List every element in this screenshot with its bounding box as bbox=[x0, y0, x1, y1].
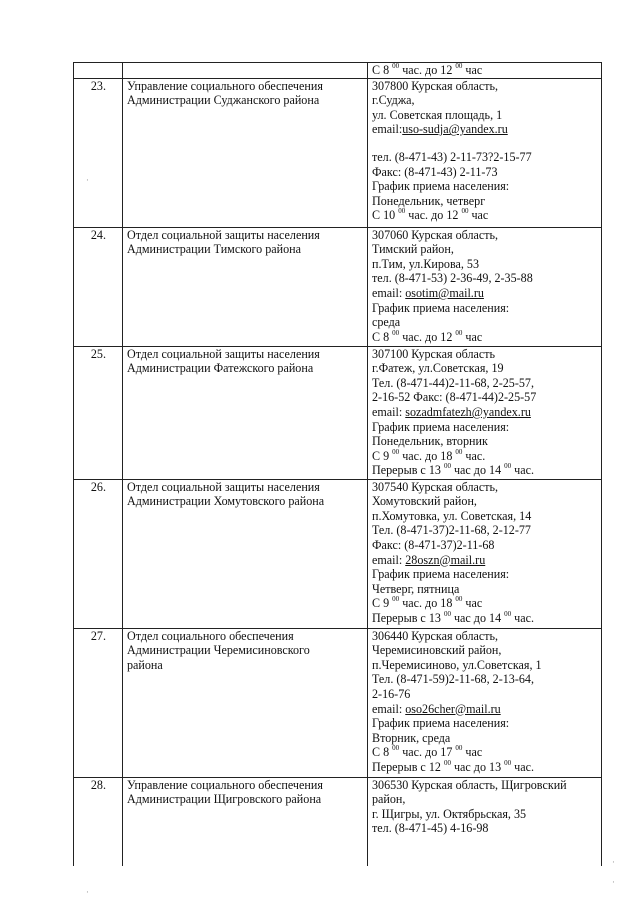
phone-line: 2-16-52 Факс: (8-471-44)2-25-57 bbox=[372, 390, 537, 405]
schedule-days: Понедельник, вторник bbox=[372, 434, 488, 449]
schedule-days: Четверг, пятница bbox=[372, 581, 460, 596]
office-contacts bbox=[368, 628, 602, 777]
schedule-hours: С 8 $^{00}$ час. до 17 $^{00}$ час bbox=[372, 744, 483, 760]
address-line: п.Хомутовка, ул. Советская, 14 bbox=[372, 508, 532, 523]
address-line: 307800 Курская область, bbox=[372, 78, 499, 93]
phone-line: 2-16-76 bbox=[372, 686, 411, 701]
scan-speck: · bbox=[612, 878, 615, 888]
schedule-hours: С 8 $^{00}$ час. до 12 $^{00}$ час bbox=[372, 62, 483, 77]
address-line: ул. Советская площадь, 1 bbox=[372, 107, 503, 122]
office-name: Управление социального обеспечения Администрации Суджанского района bbox=[123, 78, 368, 227]
email-link[interactable]: sozadmfatezh@yandex.ru bbox=[405, 404, 531, 419]
row-number: 24. bbox=[74, 227, 123, 346]
phone-line: тел. (8-471-43) 2-11-73?2-15-77 bbox=[372, 149, 532, 164]
office-contacts bbox=[368, 227, 602, 346]
phone-line: тел. (8-471-53) 2-36-49, 2-35-88 bbox=[372, 271, 533, 286]
address-line: п.Черемисиново, ул.Советская, 1 bbox=[372, 657, 542, 672]
phone-line: Тел. (8-471-59)2-11-68, 2-13-64, bbox=[372, 672, 534, 687]
schedule-title: График приема населения: bbox=[372, 716, 510, 731]
office-name: Управление социального обеспечения Администрации Щигровского района bbox=[123, 777, 368, 866]
address-line: п.Тим, ул.Кирова, 53 bbox=[372, 256, 480, 271]
address-line: 306530 Курская область, Щигровский bbox=[372, 777, 567, 792]
schedule-days: Вторник, среда bbox=[372, 730, 451, 745]
email-line: email:uso-sudja@yandex.ru bbox=[372, 122, 508, 137]
email-link[interactable]: oso26cher@mail.ru bbox=[405, 701, 501, 716]
schedule-days: среда bbox=[372, 315, 401, 330]
office-name: Отдел социальной защиты населения Администрации Тимского района bbox=[123, 227, 368, 346]
cell-number bbox=[74, 63, 123, 79]
phone-line: Тел. (8-471-44)2-11-68, 2-25-57, bbox=[372, 375, 534, 390]
schedule-hours: С 9 $^{00}$ час. до 18 $^{00}$ час. bbox=[372, 447, 486, 463]
fax-line: Факс: (8-471-43) 2-11-73 bbox=[372, 164, 498, 179]
cell-contacts bbox=[368, 63, 602, 79]
row-number: 23. bbox=[74, 78, 123, 227]
schedule-days: Понедельник, четверг bbox=[372, 193, 486, 208]
schedule-title: График приема населения: bbox=[372, 419, 510, 434]
scan-speck: · bbox=[86, 176, 89, 186]
office-name: Отдел социальной защиты населения Администрации Хомутовского района bbox=[123, 479, 368, 628]
row-number: 28. bbox=[74, 777, 123, 866]
office-contacts bbox=[368, 479, 602, 628]
table-row-continuation bbox=[74, 63, 602, 79]
row-number: 26. bbox=[74, 479, 123, 628]
table-row bbox=[74, 346, 602, 479]
office-name: Отдел социального обеспечения Администрации Черемисиновского района bbox=[123, 628, 368, 777]
table-row bbox=[74, 777, 602, 866]
scan-speck: · bbox=[86, 888, 89, 898]
table-row bbox=[74, 78, 602, 227]
schedule-break: Перерыв с 13 $^{00}$ час до 14 $^{00}$ час. bbox=[372, 462, 535, 478]
email-line: email: 28oszn@mail.ru bbox=[372, 552, 486, 567]
address-line: Черемисиновский район, bbox=[372, 643, 502, 658]
email-link[interactable]: uso-sudja@yandex.ru bbox=[402, 122, 508, 137]
schedule-hours: С 10 $^{00}$ час. до 12 $^{00}$ час bbox=[372, 207, 489, 223]
row-number: 27. bbox=[74, 628, 123, 777]
address-line: г. Щигры, ул. Октябрьская, 35 bbox=[372, 806, 527, 821]
address-line: район, bbox=[372, 792, 406, 807]
social-services-table bbox=[73, 62, 602, 866]
phone-line: Тел. (8-471-37)2-11-68, 2-12-77 bbox=[372, 523, 531, 538]
fax-line: Факс: (8-471-37)2-11-68 bbox=[372, 537, 495, 552]
address-line: Тимский район, bbox=[372, 242, 454, 257]
email-line: email: osotim@mail.ru bbox=[372, 285, 484, 300]
schedule-title: График приема населения: bbox=[372, 179, 510, 194]
schedule-break: Перерыв с 12 $^{00}$ час до 13 $^{00}$ час. bbox=[372, 758, 535, 774]
table-row bbox=[74, 628, 602, 777]
schedule-break: Перерыв с 13 $^{00}$ час до 14 $^{00}$ час. bbox=[372, 609, 535, 625]
address-line: г.Фатеж, ул.Советская, 19 bbox=[372, 361, 504, 376]
cell-name bbox=[123, 63, 368, 79]
email-line: email: sozadmfatezh@yandex.ru bbox=[372, 404, 531, 419]
email-line: email: oso26cher@mail.ru bbox=[372, 701, 501, 716]
row-number: 25. bbox=[74, 346, 123, 479]
schedule-hours: С 9 $^{00}$ час. до 18 $^{00}$ час bbox=[372, 595, 483, 611]
schedule-title: График приема населения: bbox=[372, 567, 510, 582]
phone-line: тел. (8-471-45) 4-16-98 bbox=[372, 821, 489, 836]
email-link[interactable]: 28oszn@mail.ru bbox=[405, 552, 486, 567]
address-line: 306440 Курская область, bbox=[372, 628, 499, 643]
address-line: Хомутовский район, bbox=[372, 494, 477, 509]
office-contacts bbox=[368, 78, 602, 227]
scan-speck: · bbox=[612, 858, 615, 868]
office-contacts bbox=[368, 346, 602, 479]
schedule-title: График приема населения: bbox=[372, 300, 510, 315]
table-row bbox=[74, 479, 602, 628]
office-name: Отдел социальной защиты населения Администрации Фатежского района bbox=[123, 346, 368, 479]
table-row bbox=[74, 227, 602, 346]
office-contacts bbox=[368, 777, 602, 866]
schedule-hours: С 8 $^{00}$ час. до 12 $^{00}$ час bbox=[372, 328, 483, 344]
address-line: 307100 Курская область bbox=[372, 346, 496, 361]
address-line: 307540 Курская область, bbox=[372, 479, 499, 494]
address-line: г.Суджа, bbox=[372, 93, 415, 108]
email-link[interactable]: osotim@mail.ru bbox=[405, 285, 484, 300]
address-line: 307060 Курская область, bbox=[372, 227, 499, 242]
